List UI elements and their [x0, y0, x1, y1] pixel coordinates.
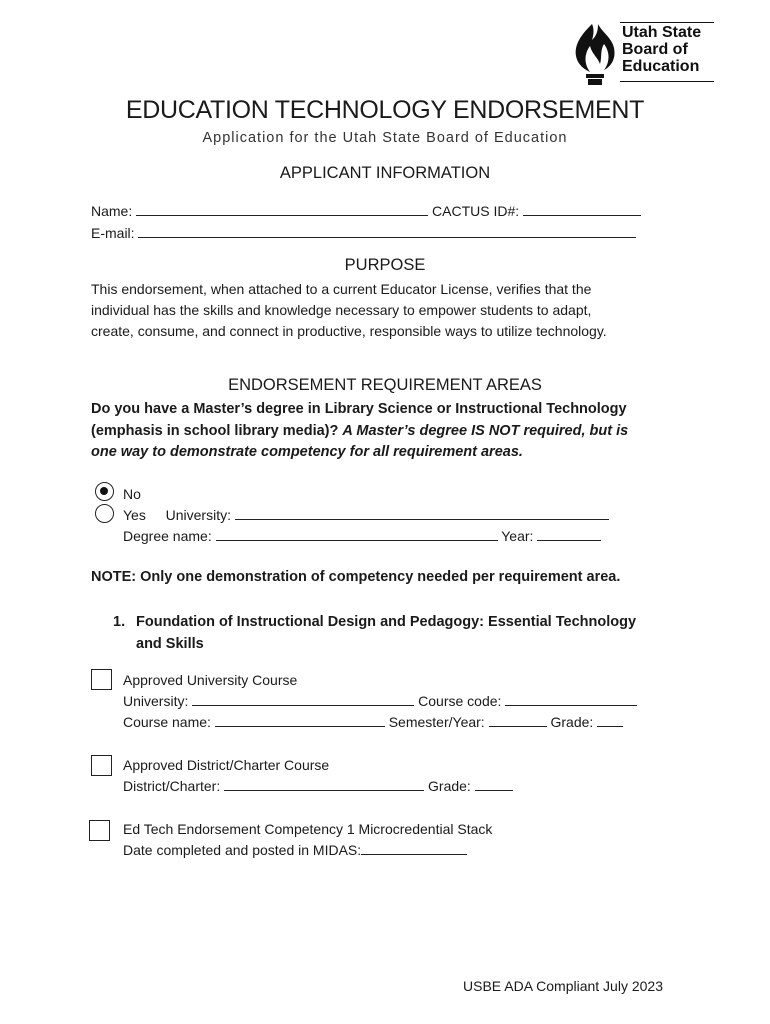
logo-wordmark: Utah State Board of Education — [622, 24, 702, 75]
name-label: Name: — [91, 203, 133, 219]
question-line: one way to demonstrate competency for all requirement areas. — [91, 444, 523, 460]
district-course-row — [123, 776, 513, 797]
cactus-label: CACTUS ID#: — [432, 203, 520, 219]
page-title: EDUCATION TECHNOLOGY ENDORSEMENT — [125, 96, 645, 124]
name-field[interactable] — [136, 201, 428, 216]
question-line: Do you have a Master’s degree in Library Science or Instructional Technology — [91, 401, 627, 417]
purpose-heading: PURPOSE — [344, 256, 426, 274]
year-field[interactable] — [537, 526, 601, 541]
area1-title-line: and Skills — [136, 636, 204, 652]
note-text: NOTE: Only one demonstration of competency needed per requirement area. — [91, 569, 621, 585]
course-university-field[interactable] — [192, 691, 414, 706]
requirements-heading: ENDORSEMENT REQUIREMENT AREAS — [228, 376, 542, 394]
usbe-logo — [572, 20, 714, 86]
university-course-checkbox[interactable] — [91, 669, 112, 690]
university-course-block — [123, 670, 637, 733]
purpose-text — [91, 279, 691, 342]
radio-no[interactable] — [95, 482, 114, 501]
microcredential-row — [123, 840, 492, 861]
degree-name-label: Degree name: — [123, 528, 212, 544]
district-grade-field[interactable] — [475, 776, 513, 791]
course-name-label: Course name: — [123, 714, 211, 730]
university-course-row1 — [123, 691, 637, 712]
semester-field[interactable] — [489, 712, 547, 727]
university-label: University: — [123, 693, 189, 709]
district-field[interactable] — [224, 776, 424, 791]
area1-number: 1. — [113, 614, 126, 630]
applicant-heading: APPLICANT INFORMATION — [279, 164, 491, 182]
email-label: E-mail: — [91, 225, 135, 241]
district-course-title: Approved District/Charter Course — [123, 757, 330, 773]
page-subtitle: Application for the Utah State Board of Education — [202, 130, 568, 146]
district-course-block — [123, 755, 513, 797]
course-name-field[interactable] — [215, 712, 385, 727]
yes-row — [123, 505, 609, 526]
radio-selected-dot — [100, 487, 108, 495]
year-label: Year: — [501, 528, 534, 544]
university-course-title: Approved University Course — [123, 672, 298, 688]
purpose-line: individual has the skills and knowledge necessary to empower students to adapt, — [91, 302, 592, 318]
masters-question — [91, 399, 691, 464]
purpose-line: create, consume, and connect in productive, responsible ways to utilize technology. — [91, 323, 607, 339]
name-row — [91, 201, 641, 222]
university-field[interactable] — [235, 505, 609, 520]
microcredential-block — [123, 819, 492, 861]
district-label: District/Charter: — [123, 778, 221, 794]
grade-label: Grade: — [428, 778, 471, 794]
radio-yes[interactable] — [95, 504, 114, 523]
district-course-checkbox[interactable] — [91, 755, 112, 776]
course-code-label: Course code: — [418, 693, 502, 709]
university-label: University: — [165, 507, 231, 523]
microcredential-checkbox[interactable] — [89, 820, 110, 841]
degree-row — [123, 526, 601, 547]
degree-name-field[interactable] — [216, 526, 498, 541]
university-course-row2 — [123, 712, 637, 733]
option-yes-label: Yes — [123, 507, 146, 523]
question-line: (emphasis in school library media)? A Master’s degree IS NOT required, but is — [91, 422, 629, 439]
area1-title — [136, 611, 696, 655]
footer-text: USBE ADA Compliant July 2023 — [463, 978, 663, 994]
semester-label: Semester/Year: — [388, 714, 485, 730]
email-row — [91, 223, 636, 244]
date-completed-label: Date completed and posted in MIDAS: — [123, 842, 362, 858]
microcredential-title: Ed Tech Endorsement Competency 1 Microcredential Stack — [123, 821, 493, 837]
course-code-field[interactable] — [505, 691, 637, 706]
grade-label: Grade: — [550, 714, 594, 730]
date-completed-field[interactable] — [361, 840, 467, 855]
flame-torch-icon — [572, 20, 618, 86]
option-no-label: No — [123, 486, 141, 502]
area1-title-line: Foundation of Instructional Design and Pedagogy: Essential Technology — [136, 614, 637, 630]
cactus-field[interactable] — [523, 201, 641, 216]
grade-field[interactable] — [597, 712, 623, 727]
purpose-line: This endorsement, when attached to a current Educator License, verifies that the — [91, 281, 592, 297]
email-field[interactable] — [138, 223, 636, 238]
